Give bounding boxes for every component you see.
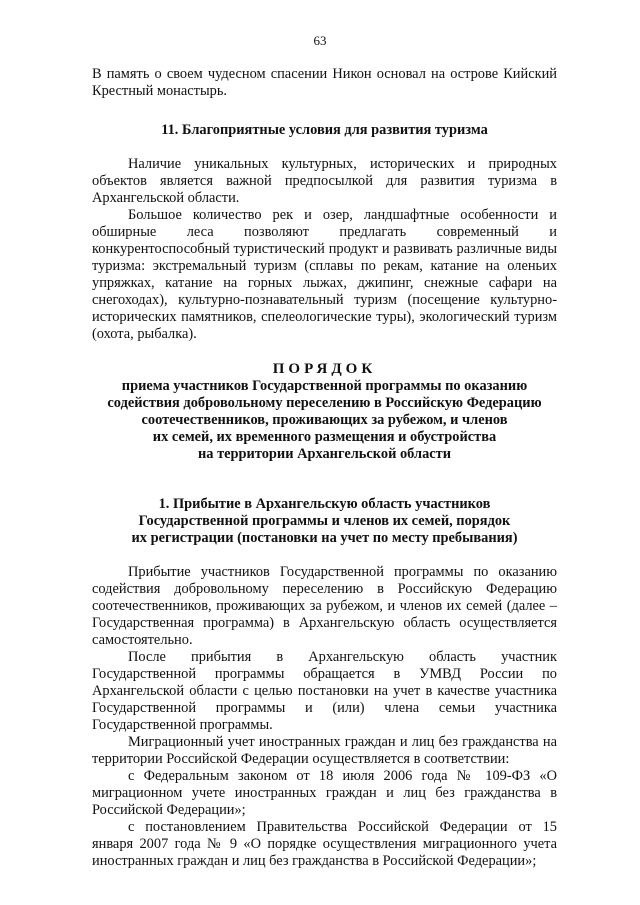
intro-paragraph: В память о своем чудесном спасении Никон основал на острове Кийский Крестный монастырь.: [92, 66, 557, 99]
order-subtitle-line: соотечественников, проживающих за рубежом, и членов: [141, 412, 508, 428]
section-1-paragraph: с постановлением Правительства Российской Федерации от 15 января 2007 года № 9 «О порядке осуществления миграционного учета иностранных граждан и лиц без гражданства в Российской Федерации»;: [92, 819, 557, 869]
section-11-paragraph: Большое количество рек и озер, ландшафтные особенности и обширные леса позволяют предлагать современный и конкурентоспособный туристический продукт и развивать различные виды туризма: экстремальный туризм (сплавы по рекам, катание на оленьих упряжках, катание на горных лыжах, джипинг, снежные сафари на снегоходах), культурно-познавательный туризм (посещение культурно-исторических памятников, спелеологические туры), экологический туризм (охота, рыбалка).: [92, 207, 557, 342]
order-subtitle-line: на территории Архангельской области: [197, 446, 452, 462]
order-subtitle-line: приема участников Государственной программы по оказанию: [121, 378, 528, 394]
section-1-title-line: 1. Прибытие в Архангельскую область участников: [158, 496, 491, 512]
section-11-title: 11. Благоприятные условия для развития туризма: [161, 122, 488, 138]
document-body: [92, 66, 557, 870]
order-subtitle-line: содействия добровольному переселению в Российскую Федерацию: [107, 395, 542, 411]
page-number: 63: [313, 33, 327, 48]
order-heading-block: [92, 361, 557, 463]
section-1-title-line: их регистрации (постановки на учет по месту пребывания): [131, 530, 518, 546]
order-subtitle-line: их семей, их временного размещения и обустройства: [152, 429, 497, 445]
section-1-title-line: Государственной программы и членов их семей, порядок: [138, 513, 511, 529]
section-1-paragraph: Миграционный учет иностранных граждан и лиц без гражданства на территории Российской Федерации осуществляется в соответствии:: [92, 734, 557, 767]
section-1-paragraph: с Федеральным законом от 18 июля 2006 года № 109-ФЗ «О миграционном учете иностранных граждан и лиц без гражданства в Российской Федерации»;: [92, 768, 557, 818]
section-11-paragraph: Наличие уникальных культурных, исторических и природных объектов является важной предпосылкой для развития туризма в Архангельской области.: [92, 156, 557, 206]
section-1-paragraph: Прибытие участников Государственной программы по оказанию содействия добровольному переселению в Российскую Федерацию соотечественников, проживающих за рубежом, и членов их семей (далее – Государственная программа) в Архангельскую область осуществляется самостоятельно.: [92, 564, 557, 648]
order-title: ПОРЯДОК: [272, 361, 377, 377]
section-1-title-block: [92, 496, 557, 547]
section-1-paragraph: После прибытия в Архангельскую область участник Государственной программы обращается в УМВД России по Архангельской области с целью постановки на учет в качестве участника Государственной программы и (или) члена семьи участника Государственной программы.: [92, 649, 557, 733]
